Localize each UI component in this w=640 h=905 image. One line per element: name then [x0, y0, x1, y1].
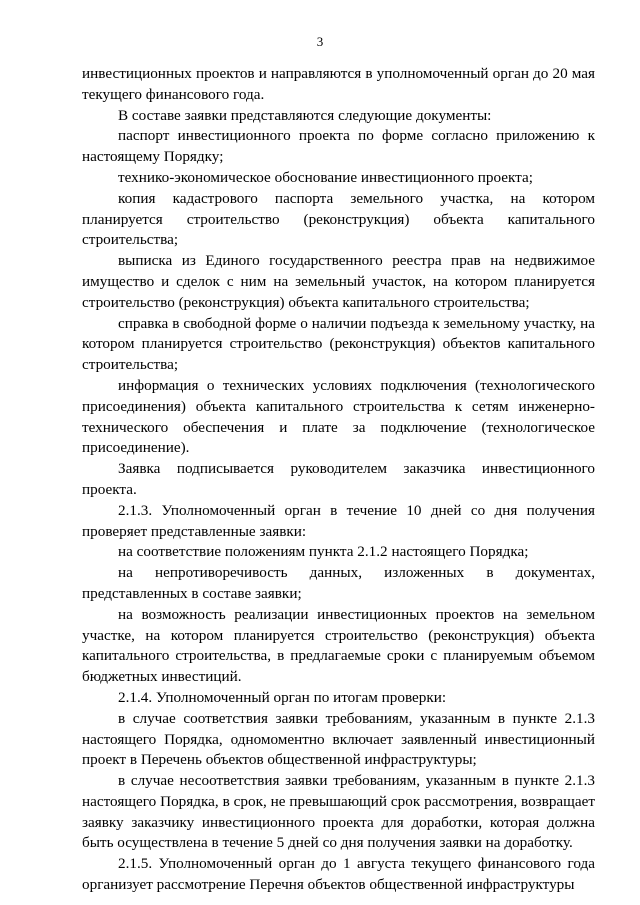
- paragraph-signature: Заявка подписывается руководителем заказчика инвестиционного проекта.: [82, 460, 595, 498]
- paragraph-access-certificate: справка в свободной форме о наличии подъезда к земельному участку, на котором планируется строительство (реконструкция) объектов капитального строительства;: [82, 314, 595, 374]
- paragraph-registry-extract: выписка из Единого государственного реестра прав на недвижимое имущество и сделок с ним на земельный участок, на котором планируется строительство (реконструкция) объекта капитального строительства;: [82, 252, 595, 311]
- paragraph-check-feasibility: на возможность реализации инвестиционных проектов на земельном участке, на котором планируется строительство (реконструкция) объекта капитального строительства, в предлагаемые сроки с планируемым объемом бюджетных инвестиций.: [82, 605, 595, 686]
- paragraph-2-1-3: 2.1.3. Уполномоченный орган в течение 10 дней со дня получения проверяет представленные заявки:: [82, 501, 595, 540]
- paragraph-check-consistency: на непротиворечивость данных, изложенных в документах, представленных в составе заявки;: [82, 564, 595, 602]
- paragraph-2-1-4: 2.1.4. Уполномоченный орган по итогам проверки:: [118, 688, 447, 706]
- paragraph-2-1-5: 2.1.5. Уполномоченный орган до 1 августа текущего финансового года организует рассмотрение Перечня объектов общественной инфраструктуры: [82, 855, 595, 894]
- paragraph-feasibility: технико-экономическое обоснование инвестиционного проекта;: [118, 168, 533, 186]
- paragraph-case-noncompliant: в случае несоответствия заявки требованиям, указанным в пункте 2.1.3 настоящего Порядка, в срок, не превышающий срок рассмотрения, возвращает заявку заказчику инвестиционного проекта для доработки, которая должна быть осуществлена в течение 5 дней со дня получения заявки на доработку.: [82, 772, 595, 852]
- paragraph-case-compliant: в случае соответствия заявки требованиям, указанным в пункте 2.1.3 настоящего Порядка, одномоментно включает заявленный инвестиционный проект в Перечень объектов общественной инфраструктуры;: [82, 709, 595, 769]
- page-number: 3: [316, 34, 324, 49]
- document-body: [82, 64, 595, 896]
- paragraph-documents-intro: В составе заявки представляются следующие документы:: [118, 106, 492, 124]
- paragraph-cadastral-copy: копия кадастрового паспорта земельного участка, на котором планируется строительство (реконструкция) объекта капитального строительства;: [82, 189, 595, 249]
- paragraph-technical-conditions: информация о технических условиях подключения (технологического присоединения) объекта капитального строительства к сетям инженерно-технического обеспечения и плате за подключение (технологическое присоединение).: [82, 376, 595, 457]
- paragraph-passport: паспорт инвестиционного проекта по форме согласно приложению к настоящему Порядку;: [82, 127, 595, 166]
- paragraph-check-compliance: на соответствие положениям пункта 2.1.2 настоящего Порядка;: [118, 543, 529, 561]
- paragraph-continuation: инвестиционных проектов и направляются в уполномоченный орган до 20 мая текущего финансового года.: [82, 65, 595, 103]
